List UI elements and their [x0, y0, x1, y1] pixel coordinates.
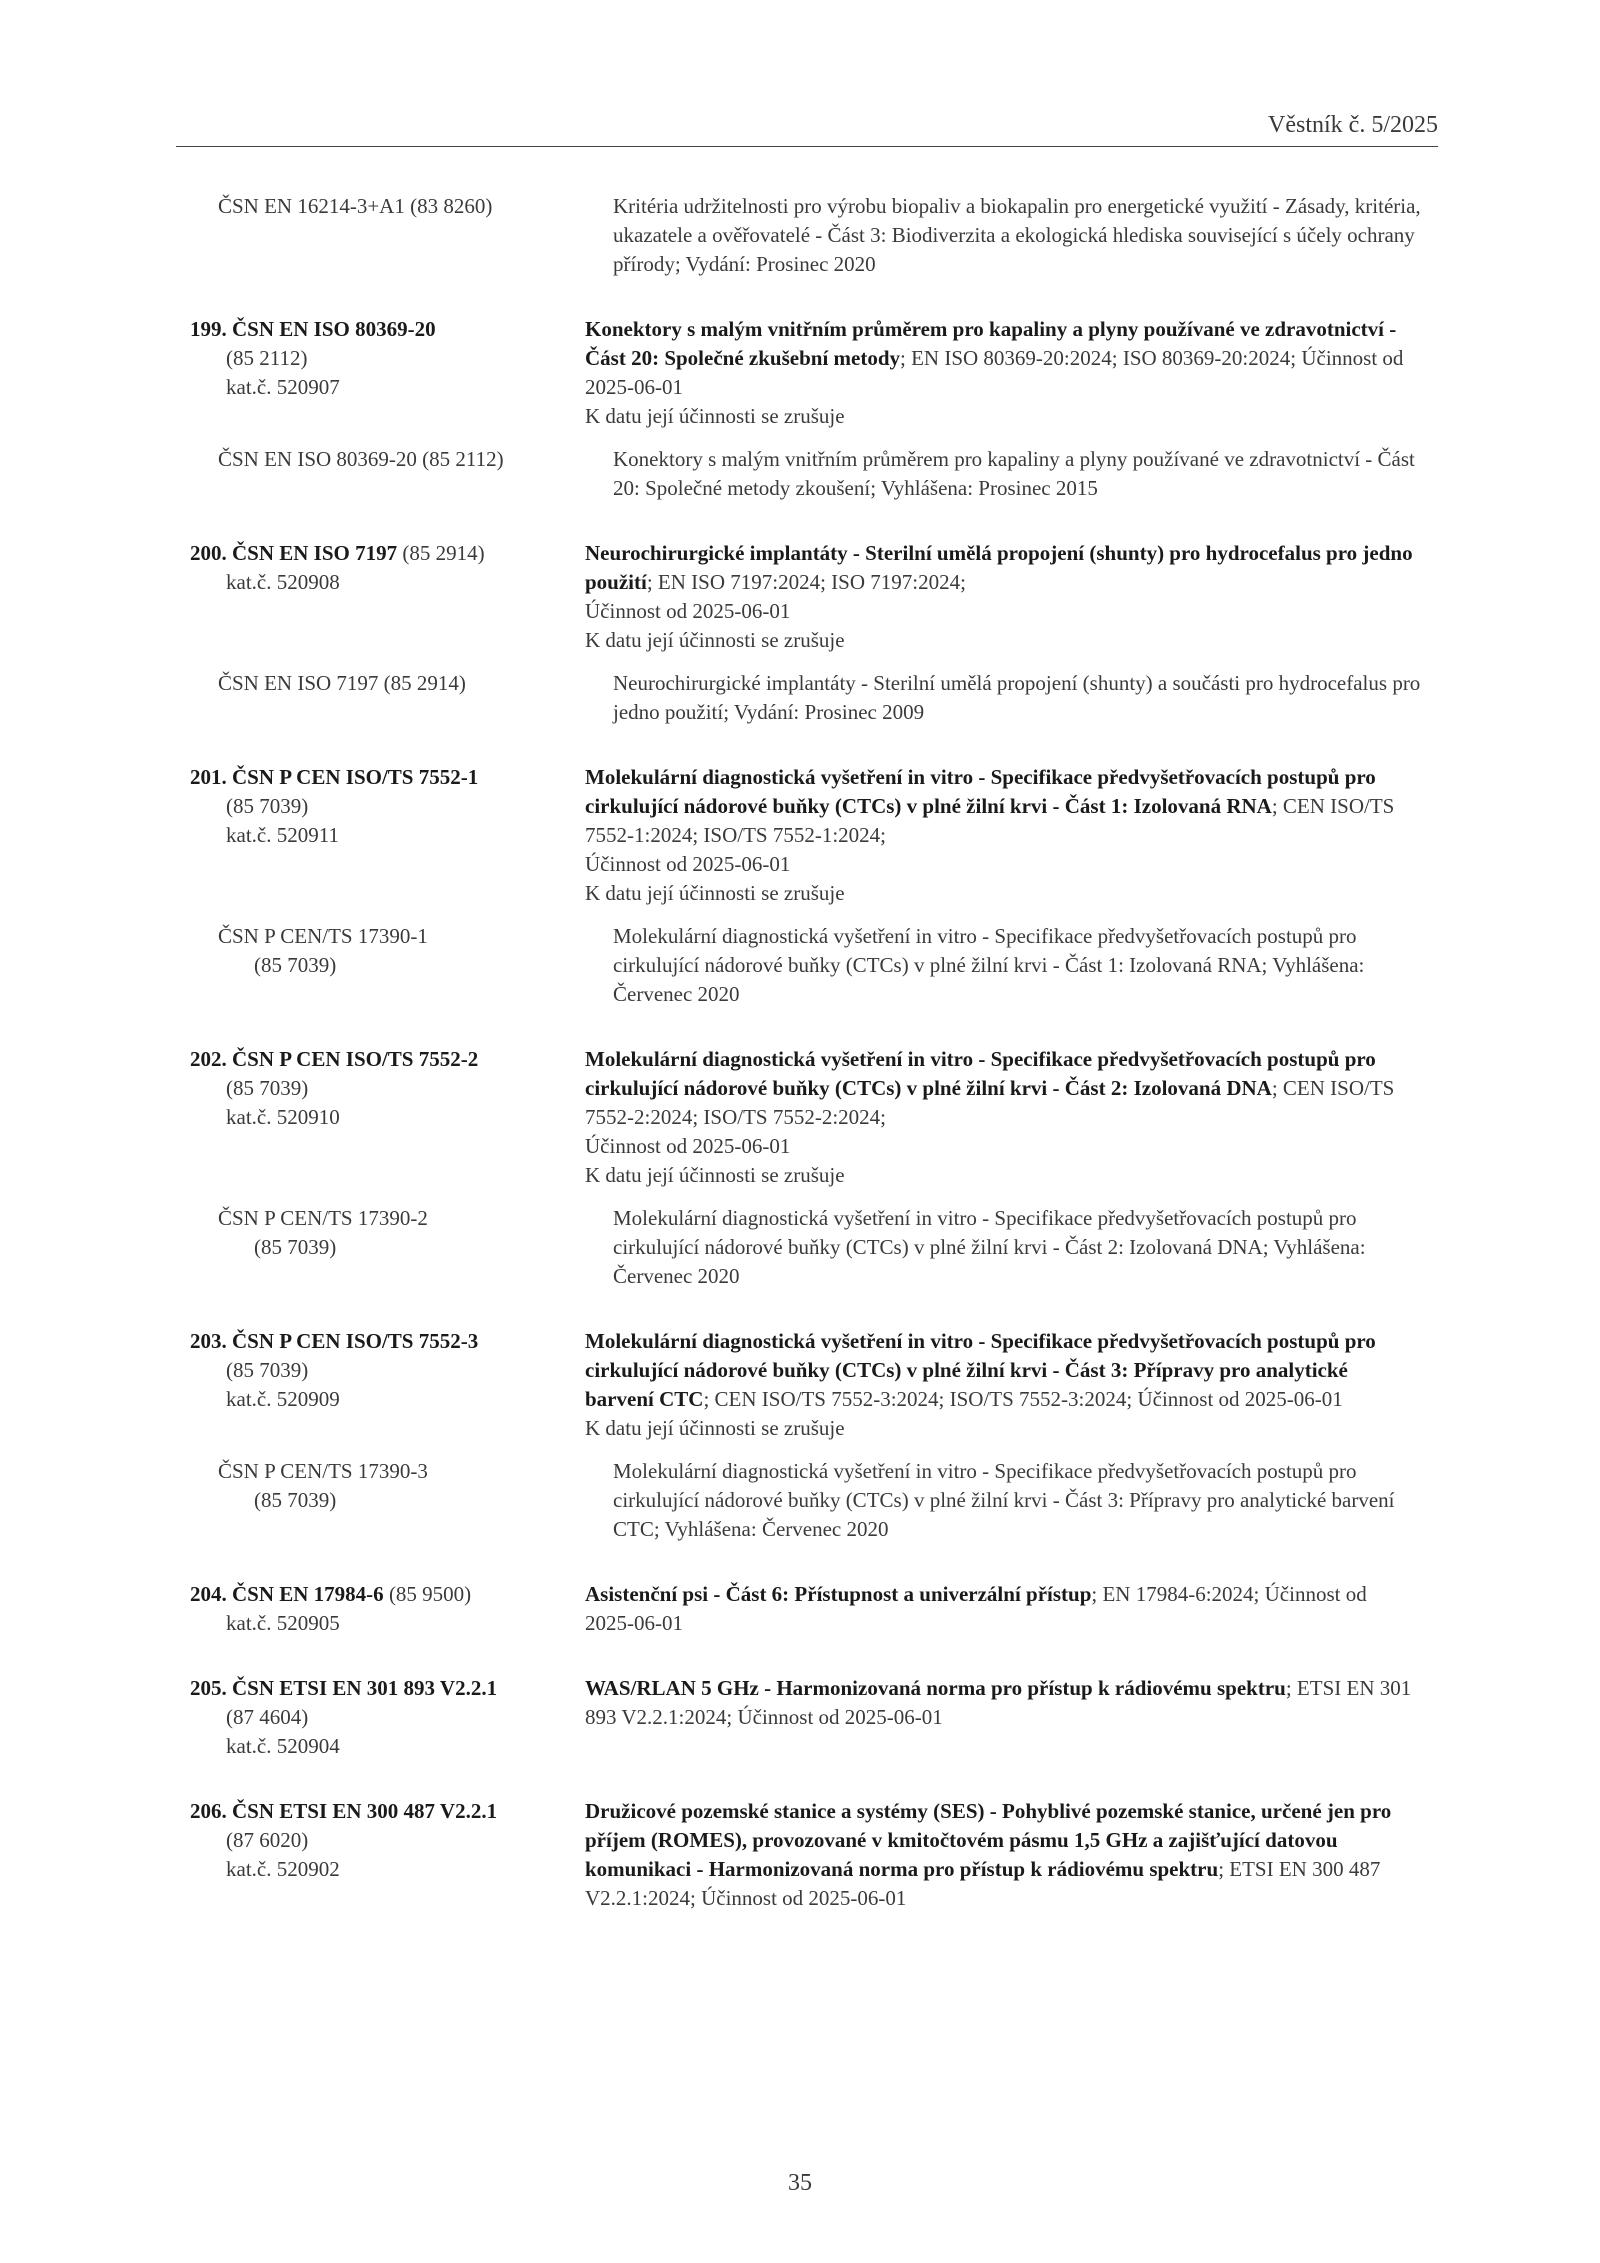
standard-title: Konektory s malým vnitřním průměrem pro kapaliny a plyny používané ve zdravotnictví - Část 20: Společné zkušební metody — [585, 317, 1397, 370]
designation-line: kat.č. 520910 — [226, 1105, 340, 1129]
description-text — [613, 922, 1443, 1009]
standard-row — [190, 539, 1440, 655]
description-text — [585, 1327, 1415, 1414]
standard-description — [585, 1674, 1415, 1761]
designation-line: ČSN EN ISO 7197 (85 2914) — [218, 671, 466, 695]
replaced-standard-row — [190, 1457, 1440, 1544]
description-text — [585, 763, 1415, 850]
classification-code: (85 9500) — [383, 1582, 472, 1606]
standard-designation — [190, 539, 585, 655]
designation-line: (85 7039) — [254, 953, 337, 977]
page-header — [176, 108, 1438, 147]
standard-description — [585, 539, 1415, 655]
standard-entry — [190, 539, 1440, 727]
description-text — [613, 192, 1443, 279]
standard-number-line — [190, 1327, 585, 1356]
description-extra-line: Účinnost od 2025-06-01 — [585, 1134, 791, 1158]
standard-entry — [190, 763, 1440, 1009]
standard-number-line — [190, 539, 585, 568]
designation-line: ČSN EN 16214-3+A1 (83 8260) — [218, 194, 493, 218]
designation-line: kat.č. 520904 — [226, 1734, 340, 1758]
standards-list — [190, 192, 1440, 1949]
replaced-standard-row — [190, 922, 1440, 1009]
standard-designation — [190, 1327, 585, 1443]
standard-title: Molekulární diagnostická vyšetření in vitro - Specifikace předvyšetřovacích postupů pro cirkulující nádorové buňky (CTCs) v plné žilní krvi - Část 3: Přípravy pro analytické barvení CTC — [585, 1329, 1376, 1411]
standard-row — [190, 192, 1440, 279]
standard-details: ; EN ISO 7197:2024; ISO 7197:2024; — [646, 570, 966, 594]
standard-description — [613, 192, 1443, 279]
replaced-standard-row — [190, 445, 1440, 503]
designation-line: kat.č. 520905 — [226, 1611, 340, 1635]
description-text — [585, 539, 1415, 597]
standard-details: ; EN 17984-6:2024; Účinnost od 2025-06-01 — [585, 1582, 1367, 1635]
standard-title: WAS/RLAN 5 GHz - Harmonizovaná norma pro přístup k rádiovému spektru — [585, 1676, 1286, 1700]
standard-designation — [190, 1457, 613, 1544]
standard-designation — [190, 1674, 585, 1761]
designation-line: (87 4604) — [226, 1705, 309, 1729]
designation-line: kat.č. 520907 — [226, 375, 340, 399]
standard-number-line — [190, 1580, 585, 1609]
standard-designation — [190, 922, 613, 1009]
standard-entry — [190, 1580, 1440, 1638]
designation-line: (85 7039) — [226, 1076, 309, 1100]
standard-details: ; ETSI EN 300 487 V2.2.1:2024; Účinnost od 2025-06-01 — [585, 1857, 1381, 1910]
designation-line: kat.č. 520911 — [226, 823, 339, 847]
description-text — [585, 1580, 1415, 1638]
standard-row — [190, 1327, 1440, 1443]
standard-row — [190, 763, 1440, 908]
designation-line: ČSN P CEN/TS 17390-3 — [218, 1459, 428, 1483]
standard-designation — [190, 315, 585, 431]
description-text — [613, 445, 1443, 503]
standard-number: 203. ČSN P CEN ISO/TS 7552-3 — [190, 1329, 479, 1353]
standard-description — [613, 922, 1443, 1009]
standard-description — [613, 669, 1443, 727]
standard-number-line — [190, 1674, 585, 1703]
standard-designation — [190, 1580, 585, 1638]
standard-number: 200. ČSN EN ISO 7197 — [190, 541, 398, 565]
description-extra-line: K datu její účinnosti se zrušuje — [585, 1416, 845, 1440]
designation-line: ČSN EN ISO 80369-20 (85 2112) — [218, 447, 504, 471]
standard-row — [190, 1045, 1440, 1190]
designation-line: kat.č. 520902 — [226, 1857, 340, 1881]
standard-number: 206. ČSN ETSI EN 300 487 V2.2.1 — [190, 1799, 498, 1823]
description-extra-line: K datu její účinnosti se zrušuje — [585, 881, 845, 905]
standard-number: 202. ČSN P CEN ISO/TS 7552-2 — [190, 1047, 479, 1071]
standard-entry — [190, 1797, 1440, 1913]
standard-row — [190, 1797, 1440, 1913]
standard-description — [585, 1580, 1415, 1638]
description-text — [585, 1797, 1415, 1913]
standard-details: Konektory s malým vnitřním průměrem pro kapaliny a plyny používané ve zdravotnictví - Část 20: Společné metody zkoušení; Vyhlášena: Prosinec 2015 — [613, 447, 1415, 500]
standard-description — [585, 315, 1415, 431]
designation-line: (85 7039) — [254, 1488, 337, 1512]
description-extra-line: K datu její účinnosti se zrušuje — [585, 404, 845, 428]
standard-designation — [190, 445, 613, 503]
standard-number-line — [190, 1045, 585, 1074]
standard-details: ; EN ISO 80369-20:2024; ISO 80369-20:2024; Účinnost od 2025-06-01 — [585, 346, 1404, 399]
description-text — [613, 669, 1443, 727]
standard-number: 205. ČSN ETSI EN 301 893 V2.2.1 — [190, 1676, 498, 1700]
description-extra-line: K datu její účinnosti se zrušuje — [585, 628, 845, 652]
standard-details: ; ETSI EN 301 893 V2.2.1:2024; Účinnost od 2025-06-01 — [585, 1676, 1412, 1729]
description-text — [613, 1204, 1443, 1291]
standard-number: 201. ČSN P CEN ISO/TS 7552-1 — [190, 765, 479, 789]
standard-title: Družicové pozemské stanice a systémy (SES) - Pohyblivé pozemské stanice, určené jen pro příjem (ROMES), provozované v kmitočtovém pásmu 1,5 GHz a zajišťující datovou komunikaci - Harmonizovaná norma pro přístup k rádiovému spektru — [585, 1799, 1392, 1881]
standard-description — [585, 763, 1415, 908]
standard-number: 204. ČSN EN 17984-6 — [190, 1582, 384, 1606]
standard-details: Kritéria udržitelnosti pro výrobu biopaliv a biokapalin pro energetické využití - Zásady, kritéria, ukazatele a ověřovatelé - Část 3: Biodiverzita a ekologická hlediska související s účely ochrany přírody; Vydání: Prosinec 2020 — [613, 194, 1421, 276]
standard-details: Molekulární diagnostická vyšetření in vitro - Specifikace předvyšetřovacích postupů pro cirkulující nádorové buňky (CTCs) v plné žilní krvi - Část 2: Izolovaná DNA; Vyhlášena: Červenec 2020 — [613, 1206, 1366, 1288]
replaced-standard-row — [190, 669, 1440, 727]
standard-designation — [190, 1797, 585, 1913]
replaced-standard-row — [190, 1204, 1440, 1291]
standard-description — [585, 1045, 1415, 1190]
designation-line: (85 7039) — [226, 794, 309, 818]
standard-entry — [190, 315, 1440, 503]
standard-row — [190, 315, 1440, 431]
designation-line: (85 2112) — [226, 346, 308, 370]
standard-entry — [190, 1327, 1440, 1544]
standard-details: Molekulární diagnostická vyšetření in vitro - Specifikace předvyšetřovacích postupů pro cirkulující nádorové buňky (CTCs) v plné žilní krvi - Část 3: Přípravy pro analytické barvení CTC; Vyhlášena: Červenec 2020 — [613, 1459, 1395, 1541]
standard-designation — [190, 1204, 613, 1291]
standard-row — [190, 1580, 1440, 1638]
standard-description — [585, 1797, 1415, 1913]
standard-details: ; CEN ISO/TS 7552-3:2024; ISO/TS 7552-3:2024; Účinnost od 2025-06-01 — [703, 1387, 1343, 1411]
description-text — [585, 1674, 1415, 1732]
standard-entry — [190, 1674, 1440, 1761]
description-text — [613, 1457, 1443, 1544]
description-text — [585, 315, 1415, 402]
designation-line: ČSN P CEN/TS 17390-2 — [218, 1206, 428, 1230]
designation-line: (85 7039) — [226, 1358, 309, 1382]
designation-line: ČSN P CEN/TS 17390-1 — [218, 924, 428, 948]
standard-description — [585, 1327, 1415, 1443]
designation-line: kat.č. 520908 — [226, 570, 340, 594]
page-number: 35 — [788, 2170, 812, 2196]
description-extra-line: Účinnost od 2025-06-01 — [585, 599, 791, 623]
classification-code: (85 2914) — [397, 541, 485, 565]
standard-details: Molekulární diagnostická vyšetření in vitro - Specifikace předvyšetřovacích postupů pro cirkulující nádorové buňky (CTCs) v plné žilní krvi - Část 1: Izolovaná RNA; Vyhlášena: Červenec 2020 — [613, 924, 1365, 1006]
designation-line: (85 7039) — [254, 1235, 337, 1259]
description-text — [585, 1045, 1415, 1132]
description-extra-line: Účinnost od 2025-06-01 — [585, 852, 791, 876]
standard-title: Neurochirurgické implantáty - Sterilní umělá propojení (shunty) pro hydrocefalus pro jedno použití — [585, 541, 1413, 594]
journal-title: Věstník č. 5/2025 — [1268, 112, 1438, 138]
standard-title: Molekulární diagnostická vyšetření in vitro - Specifikace předvyšetřovacích postupů pro cirkulující nádorové buňky (CTCs) v plné žilní krvi - Část 1: Izolovaná RNA — [585, 765, 1376, 818]
standard-designation — [190, 192, 613, 279]
designation-line: (87 6020) — [226, 1828, 309, 1852]
standard-designation — [190, 763, 585, 908]
designation-line: kat.č. 520909 — [226, 1387, 340, 1411]
standard-details: ; CEN ISO/TS 7552-1:2024; ISO/TS 7552-1:2024; — [585, 794, 1395, 847]
description-extra-line: K datu její účinnosti se zrušuje — [585, 1163, 845, 1187]
standard-entry — [190, 192, 1440, 279]
standard-designation — [190, 669, 613, 727]
standard-title: Asistenční psi - Část 6: Přístupnost a univerzální přístup — [585, 1582, 1092, 1606]
standard-details: ; CEN ISO/TS 7552-2:2024; ISO/TS 7552-2:2024; — [585, 1076, 1395, 1129]
standard-number-line — [190, 763, 585, 792]
standard-description — [613, 1457, 1443, 1544]
standard-number-line — [190, 1797, 585, 1826]
standard-entry — [190, 1045, 1440, 1291]
standard-number: 199. ČSN EN ISO 80369-20 — [190, 317, 436, 341]
standard-description — [613, 445, 1443, 503]
standard-row — [190, 1674, 1440, 1761]
standard-title: Molekulární diagnostická vyšetření in vitro - Specifikace předvyšetřovacích postupů pro cirkulující nádorové buňky (CTCs) v plné žilní krvi - Část 2: Izolovaná DNA — [585, 1047, 1376, 1100]
standard-details: Neurochirurgické implantáty - Sterilní umělá propojení (shunty) a součásti pro hydrocefalus pro jedno použití; Vydání: Prosinec 2009 — [613, 671, 1421, 724]
standard-designation — [190, 1045, 585, 1190]
standard-description — [613, 1204, 1443, 1291]
standard-number-line — [190, 315, 585, 344]
